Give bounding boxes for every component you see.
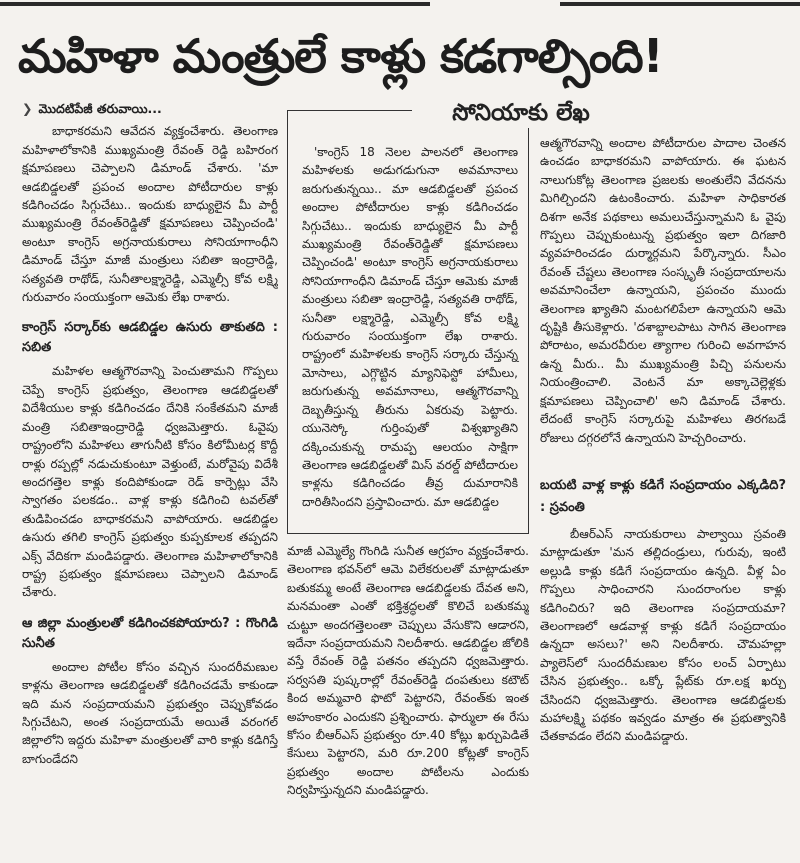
letter-box: [287, 110, 529, 534]
chevron-right-icon: ❯: [22, 101, 33, 116]
paragraph: బీఆర్‌ఎస్ నాయకురాలు పాల్వాయి స్రవంతి మాట్లాడుతూ 'మన తల్లిదండ్రులు, గురువు, ఇంటి అల్లుడి కాళ్లు కడిగే సంప్రదాయం ఉన్నది. వీళ్ల ఏం గొప్పలు సాధించారని సుందరాంగుల కాళ్లు కడిగించిరు? ఇది తెలంగాణ సంప్రదాయమా? తెలంగాణలో ఆడవాళ్ల కాళ్లు కడిగే సంప్రదాయం ఉన్నదా అసలు?' అని నిలదీశారు. చౌమహల్లా ప్యాలెస్‌లో సుందరీమణుల కోసం లంచ్ ఏర్పాటు చేసిన ప్రభుత్వం.. ఒక్కో ప్లేట్‌కు రూ.లక్ష ఖర్చు చేసిందని ధ్వజమెత్తారు. తెలంగాణ ఆడబిడ్డలకు మహాలక్ష్మి పథకం ఇవ్వడం మాత్రం ఈ ప్రభుత్వానికి చేతకావడం లేదని మండిపడ్డారు.: [540, 526, 786, 744]
continuation-kicker: [22, 100, 278, 118]
subheading-sunitha: ఆ జిల్లా మంత్రులతో కడిగించకపోయారు? : గొంగిడి సునీత: [22, 615, 278, 651]
headline: మహిళా మంత్రులే కాళ్లు కడగాల్సింది!: [18, 29, 663, 83]
kicker-text: మొదటిపేజీ తరువాయి...: [38, 101, 162, 116]
subheading-sabitha: కాంగ్రెస్ సర్కార్‌కు ఆడబిడ్డల ఉసురు తాకుతది : సబిత: [22, 320, 278, 356]
paragraph: మాజీ ఎమ్మెల్యే గొంగిడి సునీత ఆగ్రహం వ్యక్తంచేశారు. తెలంగాణ భవన్‌లో ఆమె విలేకరులతో మాట్లాడుతూ బతుకమ్మ అంటే తెలంగాణ ఆడబిడ్డలకు దేవత అని, మనమంతా ఎంతో భక్తిశ్రద్ధలతో కొలిచే బతుకమ్మ చుట్టూ అందగత్తెలంతా చెప్పులు వేసుకొని ఆడారని, ఇదేనా సంప్రదాయమని నిలదీశారు. ఆడబిడ్డల జోలికి వస్తే రేవంత్ రెడ్డి పతనం తప్పదని ధ్వజమెత్తారు. సర్వసతి పుష్కరాల్లో రేవంత్‌రెడ్డి దంపతులు కటౌట్ కింద అమ్మవారి ఫొటో పెట్టారని, రేవంత్‌కు ఇంత అహంకారం ఎందుకని ప్రశ్నించారు. ఫార్ములా ఈ రేసు కోసం బీఆర్‌ఎస్ ప్రభుత్వం రూ.40 కోట్లు ఖర్చుపెడితే కేసులు పెట్టారని, మరి రూ.200 కోట్లతో కాంగ్రెస్ ప్రభుత్వం అందాల పోటీలను ఎందుకు నిర్వహిస్తున్నదని మండిపడ్డారు.: [287, 544, 529, 798]
paragraph: బాధాకరమని ఆవేదన వ్యక్తంచేశారు. తెలంగాణ మహిళాలోకానికి ముఖ్యమంత్రి రేవంత్ రెడ్డి బహిరంగ క్షమాపణలు చెప్పాలని డిమాండ్ చేశారు. 'మా ఆడబిడ్డలతో ప్రపంచ అందాల పోటీదారుల కాళ్లు కడిగించడం సిగ్గుచేటు.. ఇందుకు బాధ్యులైన మీ పార్టీ ముఖ్యమంత్రి రేవంత్‌రెడ్డితో క్షమాపణలు చెప్పించండి' అంటూ కాంగ్రెస్ అగ్రనాయకురాలు సోనియాగాంధీని డిమాండ్ చేస్తూ మాజీ మంత్రులు సబితా ఇంద్రారెడ్డి, సత్యవతి రాథోడ్, సునీతాలక్ష్మారెడ్డి, ఎమ్మెల్సీ కోవ లక్ష్మి గురువారం సంయుక్తంగా ఆమెకు లేఖ రాశారు.: [22, 124, 278, 305]
paragraph: 'కాంగ్రెస్ 18 నెలల పాలనలో తెలంగాణ మహిళలకు అడుగడుగునా అవమానాలు జరుగుతున్నయి.. మా ఆడబిడ్డలతో ప్రపంచ అందాల పోటీదారుల కాళ్లు కడిగించడం సిగ్గుచేటు.. ఇందుకు బాధ్యులైన మీ పార్టీ ముఖ్యమంత్రి రేవంత్‌రెడ్డితో క్షమాపణలు చెప్పించండి' అంటూ కాంగ్రెస్ అగ్రనాయకురాలు సోనియాగాంధీని డిమాండ్ చేస్తూ ఆమెకు మాజీ మంత్రులు సబితా ఇంద్రారెడ్డి, సత్యవతి రాథోడ్, సునీతా లక్ష్మారెడ్డి, ఎమ్మెల్సీ కోవ లక్ష్మి గురువారం సంయుక్తంగా లేఖ రాశారు. రాష్ట్రంలో మహిళలకు కాంగ్రెస్ సర్కారు చేస్తున్న మోసాలు, ఎగ్గొట్టిన మ్యానిఫెస్టో హామీలు, జరుగుతున్న అవమానాలు, ఆత్మగౌరవాన్ని దెబ్బతీస్తున్న తీరును ఏకరువు పెట్టారు. యునెస్కో గుర్తింపుతో విశ్వఖ్యాతిని దక్కించుకున్న రామప్ప ఆలయం సాక్షిగా తెలంగాణ ఆడబిడ్డలతో మిస్ వరల్డ్ పోటీదారుల కాళ్లను కడిగించడం తీవ్ర దుమారానికి దారితీసిందని ప్రస్తావించారు. మా ఆడబిడ్డల: [302, 145, 518, 509]
subheading-sravanthi: బయటి వాళ్ల కాళ్లు కడిగే సంప్రదాయం ఎక్కడిది? : స్రవంతి: [540, 477, 786, 515]
top-rule: [0, 0, 800, 10]
paragraph: మహిళల ఆత్మగౌరవాన్ని పెంచుతామని గొప్పలు చెప్పే కాంగ్రెస్ ప్రభుత్వం, తెలంగాణ ఆడబిడ్డలతో విదేశీయుల కాళ్లు కడిగించడం దేనికి సంకేతమని మాజీ మంత్రి సబితాఇంద్రారెడ్డి ధ్వజమెత్తారు. ఓవైపు రాష్ట్రంలోని మహిళలు తాగునీటి కోసం కిలోమీటర్ల కొద్దీ రాళ్లు రప్పల్లో నడుచుకుంటూ వెళ్తుంటే, మరోవైపు విదేశీ అందగత్తెల కాళ్లు కందిపోకుండా రెడ్ కార్పెట్లు వేసి స్వాగతం పలకడం.. వాళ్ల కాళ్లు కడిగించి టవల్‌తో తుడిపించడం బాధాకరమని వాపోయారు. ఆడబిడ్డల ఉసురు తగిలి కాంగ్రెస్ ప్రభుత్వం కుప్పకూలక తప్పదని ఎక్స్ వేదికగా మండిపడ్డారు. తెలంగాణ మహిళాలోకానికి రాష్ట్ర ప్రభుత్వం క్షమాపణలు చెప్పాలని డిమాండ్ చేశారు.: [22, 364, 278, 600]
box-title: సోనియాకు లేఖ: [412, 98, 630, 128]
paragraph: ఆత్మగౌరవాన్ని అందాల పోటీదారుల పాదాల చెంతన ఉంచడం బాధాకరమని వాపోయారు. ఈ ఘటన నాలుగుకోట్ల తెలంగాణ ప్రజలకు అంతులేని వేదనను మిగిల్చిందని ఉటంకించారు. మహిళా సాధికారత దిశగా అనేక పథకాలు అమలుచేస్తున్నామని ఓ వైపు గొప్పలు చెప్పుకుంటున్న ప్రభుత్వం ఇలా దిగజారి వ్యవహరించడం దుర్మార్గమని పేర్కొన్నారు. సీఎం రేవంత్ చేష్టలు తెలంగాణ సంస్కృతీ సంప్రదాయాలను అవమానించేలా ఉన్నాయని, ప్రపంచం ముందు తెలంగాణ ఖ్యాతిని మంటగలిపేలా ఉన్నాయని ఆమె దృష్టికి తీసుకెళ్లారు. 'దశాబ్దాలపాటు సాగిన తెలంగాణ పోరాటం, అమరవీరుల త్యాగాల గురించి అవగాహన ఉన్న మీరు.. మీ ముఖ్యమంత్రి పిచ్చి పనులను నియంత్రించాలి. వెంటనే మా అక్కాచెల్లెళ్లకు క్షమాపణలు చెప్పించాలి' అని డిమాండ్ చేశారు. లేదంటే కాంగ్రెస్ సర్కారుపై మహిళలు తిరగబడే రోజులు దగ్గరలోనే ఉన్నాయని హెచ్చరించారు.: [540, 136, 786, 445]
column-left: [22, 100, 278, 860]
column-right: [540, 134, 786, 860]
column-middle-bottom: [287, 542, 529, 860]
paragraph: అందాల పోటీల కోసం వచ్చిన సుందరీమణుల కాళ్లను తెలంగాణ ఆడబిడ్డలతో కడిగించడమే కాకుండా ఇది మన సంప్రదాయమని ప్రభుత్వం చెప్పుకోవడం సిగ్గుచేటని, అంత సంప్రదాయమే అయితే వరంగల్ జిల్లాలోని ఇద్దరు మహిళా మంత్రులతో వారి కాళ్లు కడిగిస్తే బాగుండేదని: [22, 659, 278, 766]
